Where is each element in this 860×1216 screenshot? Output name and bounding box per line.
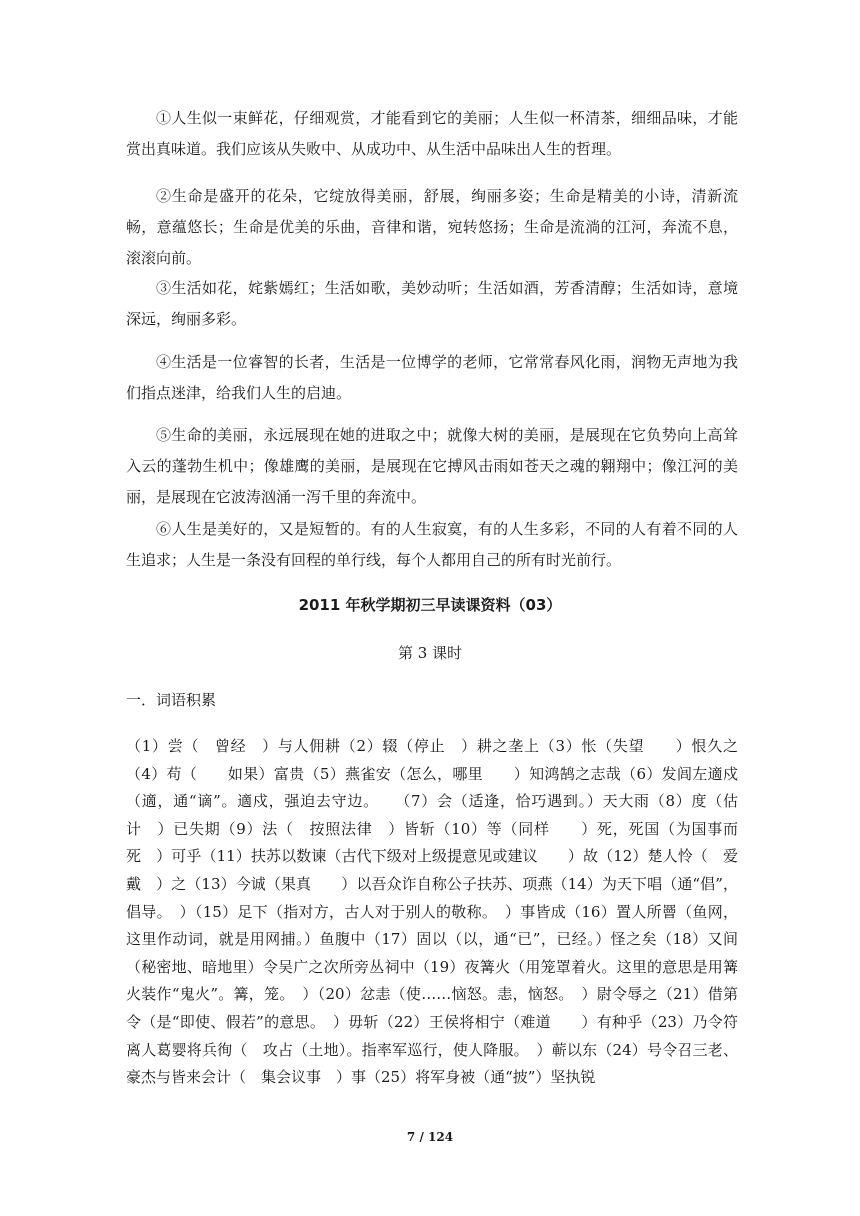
paragraph-4: ④生活是一位睿智的长者，生活是一位博学的老师，它常常春风化雨，润物无声地为我们指点迷津，给我们人生的启迪。 [126, 353, 738, 402]
paragraph-2: ②生命是盛开的花朵，它绽放得美丽，舒展，绚丽多姿；生命是精美的小诗，清新流畅，意蕴悠长；生命是优美的乐曲，音律和谐，宛转悠扬；生命是流淌的江河，奔流不息，滚滚向前。 [126, 187, 738, 267]
paragraph-5: ⑤生命的美丽，永远展现在她的进取之中；就像大树的美丽，是展现在它负势向上高耸入云的蓬勃生机中；像雄鹰的美丽，是展现在它搏风击雨如苍天之魂的翱翔中；像江河的美丽，是展现在它波涛汹涌一泻千里的奔流中。 [126, 426, 738, 506]
paragraph-1: ①人生似一束鲜花，仔细观赏，才能看到它的美丽；人生似一杯清茶，细细品味，才能赏出真味道。我们应该从失败中、从成功中、从生活中品味出人生的哲理。 [126, 109, 738, 158]
paragraph-3: ③生活如花，姹紫嫣红；生活如歌，美妙动听；生活如酒，芳香清醇；生活如诗，意境深远，绚丽多彩。 [126, 279, 738, 328]
lesson-subtitle: 第 3 课时 [397, 644, 463, 662]
paragraph-6: ⑥人生是美好的，又是短暂的。有的人生寂寞，有的人生多彩，不同的人有着不同的人生追求；人生是一条没有回程的单行线，每个人都用自己的所有时光前行。 [126, 520, 738, 569]
page-number: 7 / 124 [406, 1130, 454, 1144]
section-heading: 一．词语积累 [126, 691, 217, 709]
document-title: 2011 年秋学期初三早读课资料（03） [298, 596, 562, 614]
vocabulary-list: （1）尝（ 曾经 ）与人佣耕（2）辍（停止 ）耕之垄上（3）怅（失望 ）恨久之（4）苟（ 如果）富贵（5）燕雀安（怎么，哪里 ）知鸿鹄之志哉（6）发闾左適戍（適，通“谪”。適戍，强迫去守边。 （7）会（适逢，恰巧遇到。）天大雨（8）度（估计 ）已失期（9）法（ 按照法律 ）皆斩（10）等（同样 ）死，死国（为国事而死 ）可乎（11）扶苏以数谏（古代下级对上级提意见或建议 ）故（12）楚人怜（ 爱戴 ）之（13）今诚（果真 ）以吾众诈自称公子扶苏、项燕（14）为天下唱（通“倡”，倡导。 ）（15）足下（指对方，古人对于别人的敬称。 ）事皆成（16）置人所罾（鱼网，这里作动词，就是用网捕。）鱼腹中（17）固以（以，通“已”，已经。）怪之矣（18）又间（秘密地、暗地里）令吴广之次所旁丛祠中（19）夜篝火（用笼罩着火。这里的意思是用篝火装作“鬼火”。篝，笼。 ）（20）忿恚（使……恼怒。恚，恼怒。 ）尉令辱之（21）借第令（是“即使、假若”的意思。 ）毋斩（22）王侯将相宁（难道 ）有种乎（23）乃令符离人葛婴将兵徇（ 攻占（土地）。指率军巡行，使人降服。 ）蕲以东（24）号令召三老、豪杰与皆来会计（ 集会议事 ）事（25）将军身被（通“披”）坚执锐 [126, 737, 738, 1087]
